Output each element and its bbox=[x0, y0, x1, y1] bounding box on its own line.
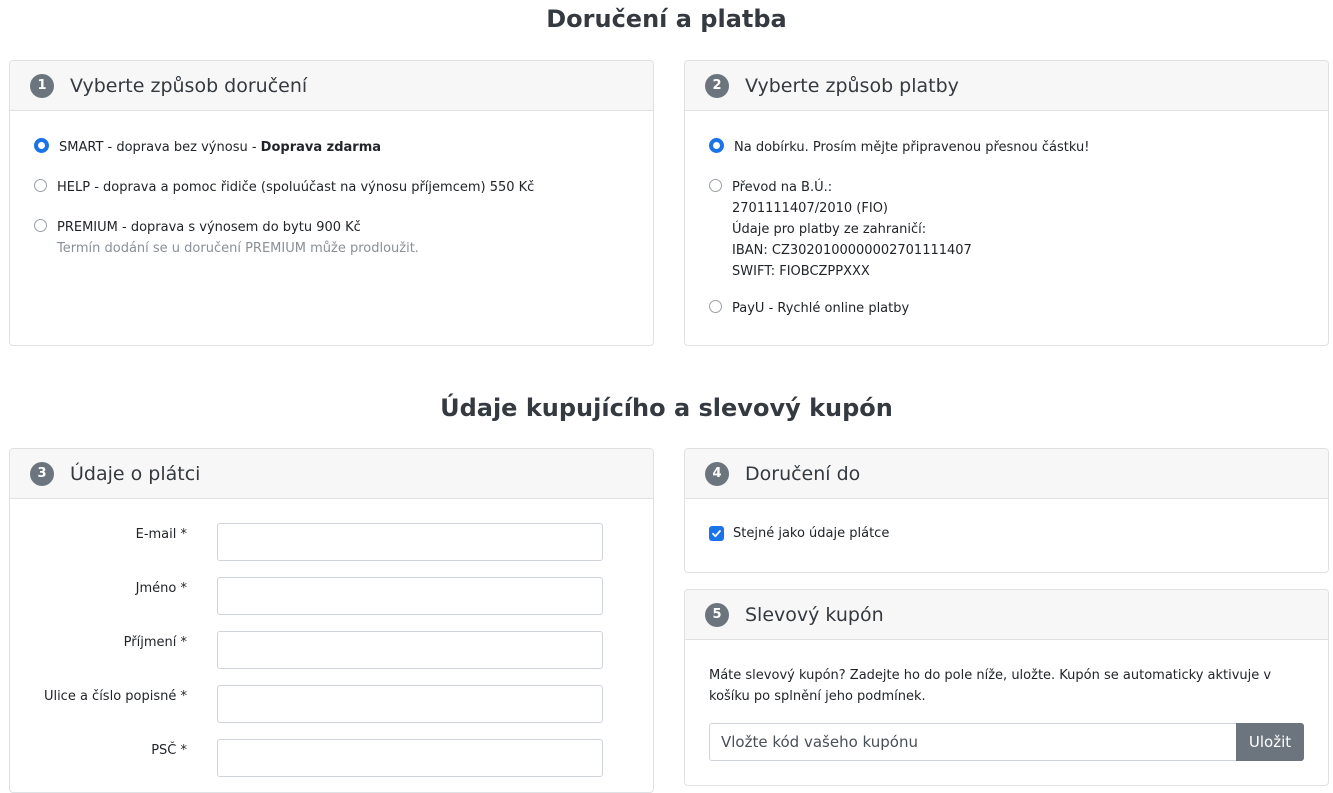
street-label: Ulice a číslo popisné * bbox=[43, 689, 187, 704]
card-title: Slevový kupón bbox=[745, 603, 884, 626]
option-label: HELP - doprava a pomoc řidiče (spoluúčast na výnosu příjemcem) 550 Kč bbox=[57, 180, 535, 195]
coupon-card bbox=[684, 589, 1329, 786]
card-header bbox=[685, 449, 1328, 499]
last-name-row bbox=[39, 631, 653, 669]
step-badge: 4 bbox=[705, 462, 729, 486]
email-field[interactable] bbox=[217, 523, 603, 561]
first-name-label: Jméno * bbox=[135, 581, 187, 596]
first-name-row bbox=[39, 577, 653, 615]
delivery-option-premium[interactable] bbox=[34, 217, 629, 259]
radio-button[interactable] bbox=[709, 179, 722, 192]
payer-details-card bbox=[9, 448, 654, 793]
card-header bbox=[10, 449, 653, 499]
step-badge: 1 bbox=[30, 74, 54, 98]
checkbox[interactable] bbox=[709, 526, 724, 541]
option-label: Na dobírku. Prosím mějte připravenou přesnou částku! bbox=[734, 140, 1090, 155]
checkbox-label: Stejné jako údaje plátce bbox=[733, 526, 890, 541]
zip-label: PSČ * bbox=[151, 743, 187, 758]
step-badge: 5 bbox=[705, 603, 729, 627]
step-badge: 3 bbox=[30, 462, 54, 486]
first-name-field[interactable] bbox=[217, 577, 603, 615]
checkmark-icon bbox=[711, 528, 722, 539]
save-coupon-button[interactable]: Uložit bbox=[1236, 723, 1304, 761]
radio-button[interactable] bbox=[34, 138, 49, 153]
payment-option-payu[interactable] bbox=[709, 298, 1304, 319]
radio-button[interactable] bbox=[709, 300, 722, 313]
street-row bbox=[39, 685, 653, 723]
option-label: Převod na B.Ú.: 2701111407/2010 (FIO) Údaje pro platby ze zahraničí: IBAN: CZ3020100000002701111407 SWIFT: FIOBCZPPXXX bbox=[732, 180, 972, 279]
step-badge: 2 bbox=[705, 74, 729, 98]
radio-button[interactable] bbox=[34, 179, 47, 192]
option-label: SMART - doprava bez výnosu - Doprava zdarma bbox=[59, 140, 382, 155]
payment-option-cod[interactable] bbox=[709, 137, 1304, 158]
last-name-field[interactable] bbox=[217, 631, 603, 669]
card-header bbox=[10, 61, 653, 111]
option-label: PREMIUM - doprava s výnosem do bytu 900 Kč Termín dodání se u doručení PREMIUM může prodloužit. bbox=[57, 220, 419, 256]
payment-option-transfer[interactable] bbox=[709, 177, 1304, 282]
card-header bbox=[685, 590, 1328, 640]
card-title: Vyberte způsob doručení bbox=[70, 74, 308, 97]
zip-row bbox=[39, 739, 653, 777]
buyer-coupon-title: Údaje kupujícího a slevový kupón bbox=[440, 394, 893, 422]
delivery-payment-title: Doručení a platba bbox=[546, 5, 787, 33]
same-as-payer-option[interactable] bbox=[709, 523, 1304, 544]
payment-method-card bbox=[684, 60, 1329, 346]
last-name-label: Příjmení * bbox=[123, 635, 187, 650]
radio-button[interactable] bbox=[34, 219, 47, 232]
option-label: PayU - Rychlé online platby bbox=[732, 301, 910, 316]
card-title: Vyberte způsob platby bbox=[745, 74, 959, 97]
coupon-code-input[interactable] bbox=[709, 723, 1236, 761]
delivery-method-card bbox=[9, 60, 654, 346]
delivery-option-help[interactable] bbox=[34, 177, 629, 198]
email-row bbox=[39, 523, 653, 561]
card-title: Údaje o plátci bbox=[70, 462, 201, 485]
email-label: E-mail * bbox=[135, 527, 187, 542]
delivery-option-smart[interactable] bbox=[34, 137, 629, 158]
street-field[interactable] bbox=[217, 685, 603, 723]
coupon-input-group bbox=[709, 723, 1304, 761]
option-hint: Termín dodání se u doručení PREMIUM může prodloužit. bbox=[57, 241, 419, 256]
card-title: Doručení do bbox=[745, 462, 861, 485]
zip-field[interactable] bbox=[217, 739, 603, 777]
card-header bbox=[685, 61, 1328, 111]
radio-button[interactable] bbox=[709, 138, 724, 153]
coupon-description: Máte slevový kupón? Zadejte ho do pole níže, uložte. Kupón se automaticky aktivuje v košíku po splnění jeho podmínek. bbox=[709, 668, 1272, 704]
shipping-address-card bbox=[684, 448, 1329, 573]
